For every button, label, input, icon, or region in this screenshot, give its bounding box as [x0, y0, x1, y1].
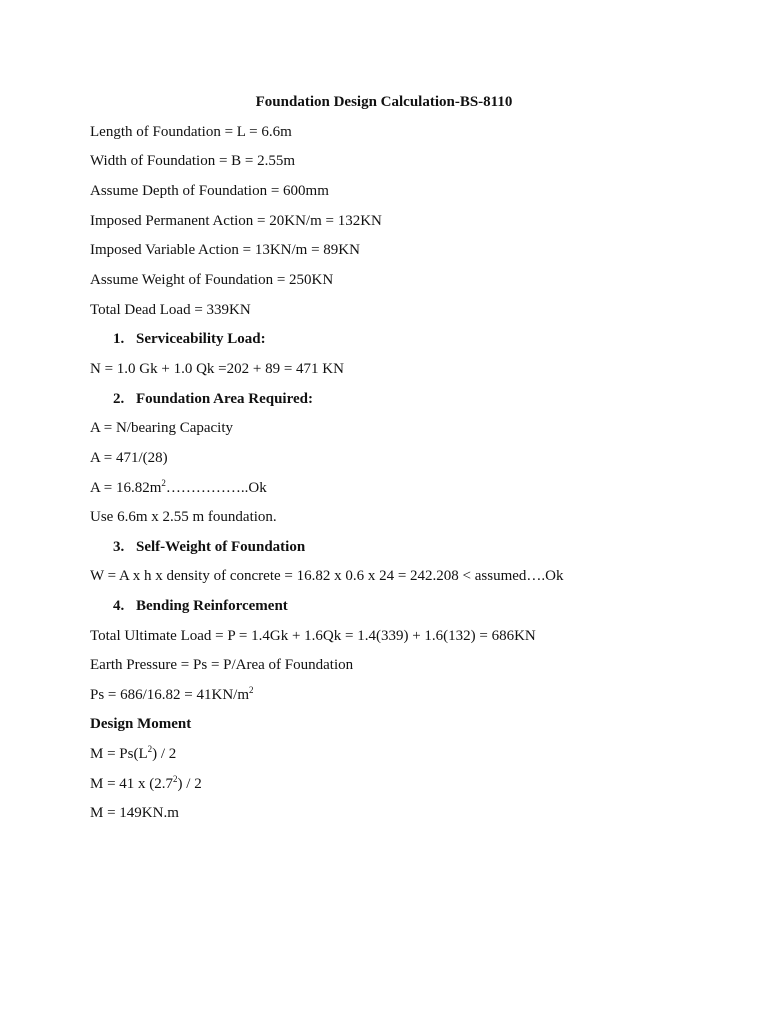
heading-label: Serviceability Load: [136, 331, 266, 347]
moment-formula-text: M = Ps(L [90, 746, 148, 762]
ps-result-text: Ps = 686/16.82 = 41KN/m [90, 687, 250, 703]
dead-load-line: Total Dead Load = 339KN [90, 302, 251, 318]
design-moment-heading: Design Moment [90, 716, 192, 732]
ps-result-line [90, 686, 254, 704]
moment-substitution-tail: ) / 2 [177, 776, 202, 792]
moment-substitution-line [90, 775, 202, 793]
variable-action-line: Imposed Variable Action = 13KN/m = 89KN [90, 242, 360, 258]
heading-self-weight [113, 538, 305, 556]
heading-number: 2. [113, 391, 125, 407]
serviceability-equation: N = 1.0 Gk + 1.0 Qk =202 + 89 = 471 KN [90, 361, 344, 377]
use-foundation-line: Use 6.6m x 2.55 m foundation. [90, 509, 277, 525]
moment-formula-exponent: 2 [147, 744, 153, 754]
moment-formula-tail: ) / 2 [152, 746, 177, 762]
heading-bending-reinforcement [113, 597, 288, 615]
self-weight-equation: W = A x h x density of concrete = 16.82 x 0.6 x 24 = 242.208 < assumed….Ok [90, 568, 564, 584]
moment-formula-line [90, 745, 176, 763]
area-result-line [90, 479, 267, 497]
heading-serviceability [113, 330, 266, 348]
permanent-action-line: Imposed Permanent Action = 20KN/m = 132KN [90, 213, 382, 229]
heading-label: Foundation Area Required: [136, 391, 313, 407]
ps-exponent: 2 [249, 685, 254, 695]
width-line: Width of Foundation = B = 2.55m [90, 153, 296, 169]
moment-substitution-exponent: 2 [173, 774, 178, 784]
area-substitution-line: A = 471/(28) [90, 450, 168, 466]
document-title: Foundation Design Calculation-BS-8110 [255, 94, 513, 110]
ultimate-load-line: Total Ultimate Load = P = 1.4Gk + 1.6Qk = 1.4(339) + 1.6(132) = 686KN [90, 628, 536, 644]
area-exponent: 2 [161, 478, 166, 488]
moment-substitution-text: M = 41 x (2.7 [90, 776, 174, 792]
earth-pressure-line: Earth Pressure = Ps = P/Area of Foundation [90, 657, 354, 673]
heading-number: 1. [113, 331, 125, 347]
area-result-ok: ……………..Ok [165, 480, 267, 496]
area-formula-line: A = N/bearing Capacity [90, 420, 234, 436]
length-line: Length of Foundation = L = 6.6m [90, 124, 292, 140]
depth-line: Assume Depth of Foundation = 600mm [90, 183, 329, 199]
area-result-text: A = 16.82m [90, 480, 162, 496]
heading-number: 4. [113, 598, 125, 614]
heading-area-required [113, 390, 313, 408]
heading-number: 3. [113, 539, 125, 555]
moment-result-line: M = 149KN.m [90, 805, 179, 821]
heading-label: Self-Weight of Foundation [136, 539, 306, 555]
foundation-weight-line: Assume Weight of Foundation = 250KN [90, 272, 334, 288]
heading-label: Bending Reinforcement [136, 598, 288, 614]
